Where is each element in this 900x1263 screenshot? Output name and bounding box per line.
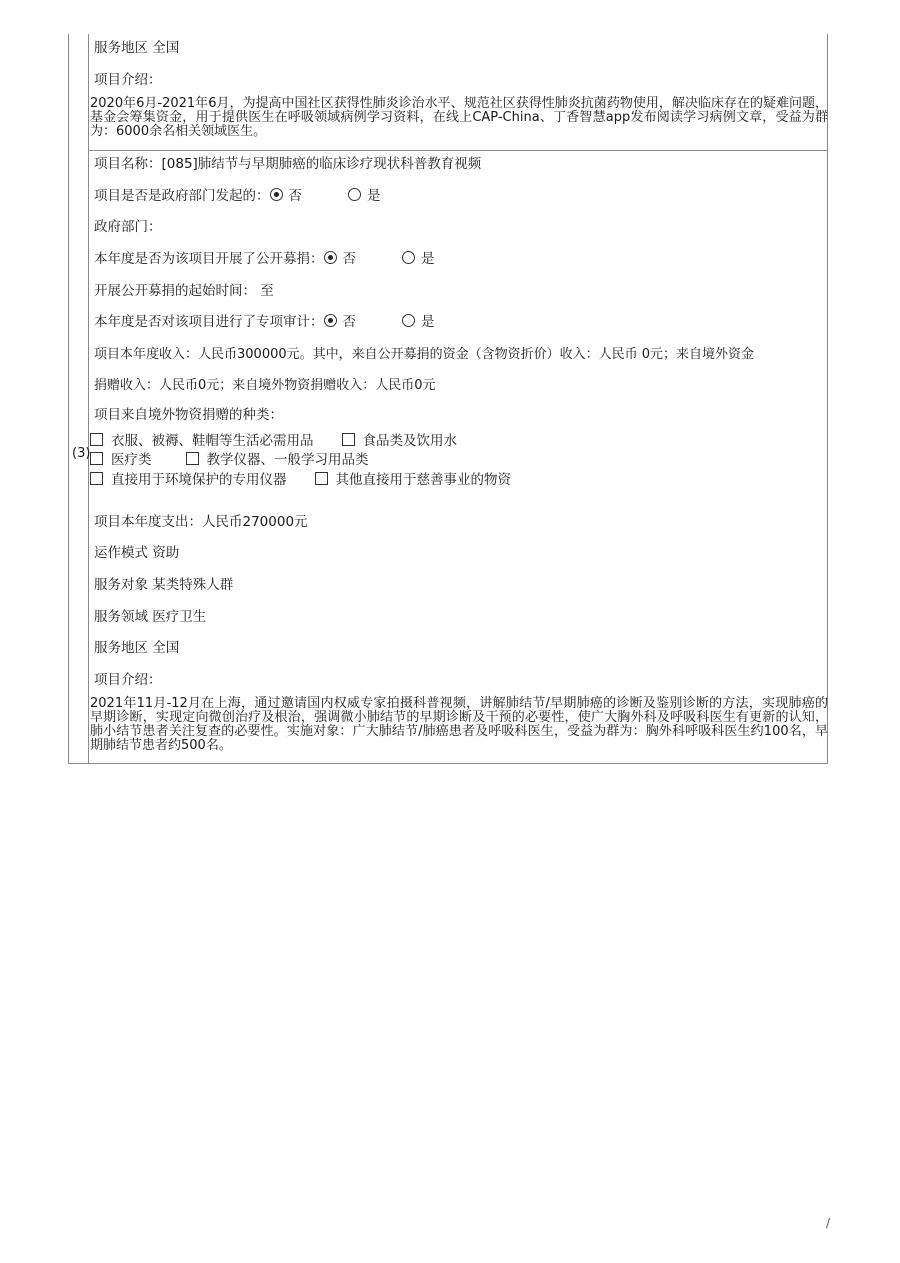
checkbox-icon [90, 433, 103, 446]
checkbox-icon [342, 433, 355, 446]
fund-time: 开展公开募捐的起始时间： 至 [94, 283, 274, 299]
checkbox-food-water[interactable] [342, 433, 458, 450]
donation-types-row-1 [90, 433, 457, 450]
donation-types-row-2 [90, 452, 369, 469]
checkbox-icon [90, 452, 103, 465]
checkbox-medical[interactable] [90, 452, 152, 469]
prev-service-area: 服务地区 全国 [94, 40, 180, 56]
radio-empty-icon [402, 314, 415, 327]
gov-option-yes[interactable] [348, 188, 381, 205]
fund-option-yes[interactable] [402, 251, 435, 268]
project-name: 项目名称：[085]肺结节与早期肺癌的临床诊疗现状科普教育视频 [94, 156, 482, 172]
operation-mode: 运作模式 资助 [94, 545, 180, 561]
donation-types-label: 项目来自境外物资捐赠的种类： [94, 407, 283, 423]
radio-selected-icon [270, 188, 283, 201]
audit-no-label: 否 [342, 314, 356, 330]
checkbox-label: 教学仪器、一般学习用品类 [206, 452, 369, 468]
audit-question-row [94, 314, 435, 331]
table-left-border [68, 34, 69, 764]
checkbox-label: 衣服、被褥、鞋帽等生活必需用品 [111, 433, 314, 449]
audit-option-no[interactable] [324, 314, 357, 331]
prev-intro-label: 项目介绍： [94, 72, 162, 88]
table-bottom-border [68, 763, 827, 764]
radio-empty-icon [402, 251, 415, 264]
fund-question: 本年度是否为该项目开展了公开募捐： [94, 251, 324, 267]
project-table [68, 34, 828, 764]
intro-label: 项目介绍： [94, 672, 162, 688]
checkbox-other-charity[interactable] [315, 472, 512, 489]
radio-selected-icon [324, 251, 337, 264]
gov-question-row [94, 188, 381, 205]
checkbox-label: 医疗类 [111, 452, 152, 468]
gov-yes-label: 是 [367, 188, 381, 204]
audit-yes-label: 是 [421, 314, 435, 330]
fund-option-no[interactable] [324, 251, 357, 268]
donation-types-row-3 [90, 472, 511, 489]
gov-dept: 政府部门： [94, 219, 162, 235]
checkbox-label: 直接用于环境保护的专用仪器 [111, 472, 287, 488]
checkbox-daily-necessities[interactable] [90, 433, 314, 450]
page-number: / [826, 1216, 831, 1230]
row-number: (3) [72, 446, 91, 461]
fund-yes-label: 是 [421, 251, 435, 267]
table-inner-border [88, 34, 89, 764]
gov-no-label: 否 [288, 188, 302, 204]
gov-option-no[interactable] [270, 188, 303, 205]
radio-empty-icon [348, 188, 361, 201]
income-line-2: 捐赠收入：人民币0元；来自境外物资捐赠收入：人民币0元 [94, 378, 436, 393]
gov-question: 项目是否是政府部门发起的： [94, 188, 270, 204]
checkbox-environmental[interactable] [90, 472, 287, 489]
checkbox-label: 其他直接用于慈善事业的物资 [335, 472, 511, 488]
fund-no-label: 否 [342, 251, 356, 267]
table-right-border [827, 34, 828, 764]
intro-text: 2021年11月-12月在上海，通过邀请国内权威专家拍摄科普视频，讲解肺结节/早期肺癌的诊断及鉴别诊断的方法，实现肺癌的早期诊断，实现定向微创治疗及根治，强调微小肺结节的早期诊断及干预的必要性，使广大胸外科及呼吸科医生有更新的认知，肺小结节患者关注复查的必要性。实施对象：广大肺结节/肺癌患者及呼吸科医生，受益为群为：胸外科呼吸科医生约100名，早期肺结节患者约500名。 [90, 696, 828, 753]
fund-question-row [94, 251, 435, 268]
service-area: 服务地区 全国 [94, 640, 180, 656]
project-expense: 项目本年度支出：人民币270000元 [94, 514, 308, 530]
checkbox-label: 食品类及饮用水 [362, 433, 457, 449]
checkbox-teaching[interactable] [186, 452, 369, 469]
radio-selected-icon [324, 314, 337, 327]
checkbox-icon [186, 452, 199, 465]
service-target: 服务对象 某类特殊人群 [94, 577, 234, 593]
row-divider [88, 150, 827, 151]
audit-option-yes[interactable] [402, 314, 435, 331]
income-line-1: 项目本年度收入：人民币300000元。其中，来自公开募捐的资金（含物资折价）收入：人民币 0元；来自境外资金 [94, 347, 755, 362]
checkbox-icon [90, 472, 103, 485]
checkbox-icon [315, 472, 328, 485]
service-field: 服务领域 医疗卫生 [94, 609, 207, 625]
prev-intro-text: 2020年6月-2021年6月，为提高中国社区获得性肺炎诊治水平、规范社区获得性肺炎抗菌药物使用，解决临床存在的疑难问题，基金会筹集资金，用于提供医生在呼吸领域病例学习资料，在线上CAP-China、丁香智慧app发布阅读学习病例文章，受益为群为：6000余名相关领域医生。 [90, 96, 828, 139]
audit-question: 本年度是否对该项目进行了专项审计： [94, 314, 324, 330]
